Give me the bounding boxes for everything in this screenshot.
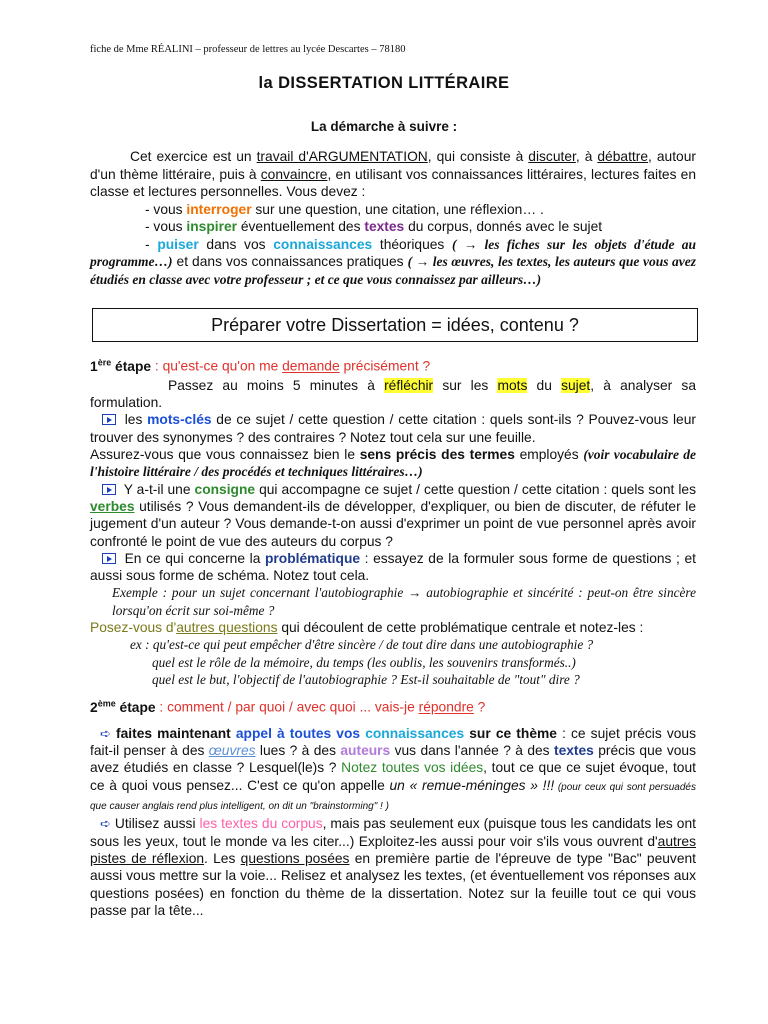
intro-paragraph <box>90 148 696 201</box>
text-run: précis que vous avez étudiés en classe ? Lesquel(le)s ? <box>90 743 696 776</box>
step-1-example-question-2: quel est le rôle de la mémoire, du temps (les oublis, les souvenirs transformés..) <box>152 654 576 670</box>
text-run: mots <box>497 377 528 393</box>
step-2-label <box>90 700 156 715</box>
text-run: sur ce thème <box>464 725 557 741</box>
text-run: textes <box>364 219 405 234</box>
page-subtitle: La démarche à suivre : <box>310 119 458 134</box>
page-title: la DISSERTATION LITTÉRAIRE <box>258 74 510 92</box>
hand-pointer-icon: ➪ <box>100 816 111 832</box>
text-run: - vous <box>145 219 187 234</box>
text-run: convaincre <box>260 166 328 182</box>
text-run: problématique <box>264 550 361 566</box>
step-1-example-question-3: quel est le but, l'objectif de l'autobiographie ? Est-il souhaitable de "tout" dire ? <box>152 671 580 687</box>
text-run: demande <box>282 358 340 374</box>
text-run: employés <box>514 447 584 463</box>
step-2-heading <box>90 695 696 716</box>
text-run: Passez au moins 5 minutes à <box>168 377 385 393</box>
text-run: , à analyser sa formulation. <box>90 377 696 411</box>
text-run: un « remue-méninges » !!! <box>389 777 555 793</box>
text-run: ( → les fiches sur les objets d'étude au programme…) <box>90 236 696 269</box>
text-run: puiser <box>157 236 199 252</box>
text-run: - <box>145 236 158 252</box>
step-2-section <box>90 695 696 919</box>
text-run: les <box>120 412 148 428</box>
step-2-knowledge <box>90 725 696 815</box>
step-1-terms <box>90 446 696 481</box>
arrow-box-icon <box>102 414 116 425</box>
text-run: Utilisez aussi <box>110 816 200 832</box>
text-run: de ce sujet / cette question / cette citation : quels sont-ils ? Pouvez-vous leur trouver des synonymes ? des contraires ? Notez tout cela sur une feuille. <box>90 412 696 445</box>
text-run: , qui consiste à <box>427 149 529 164</box>
text-run: inspirer <box>186 219 238 234</box>
text-run: : essayez de la formuler sous forme de questions ; et aussi sous forme de schéma. Notez tout cela. <box>90 550 696 584</box>
text-run: et dans vos connaissances pratiques <box>172 254 408 269</box>
text-run: étape <box>115 699 156 715</box>
step-1-example-question-1: ex : qu'est-ce qui peut empêcher d'être sincère / de tout dire dans une autobiographie ? <box>130 637 594 653</box>
text-run: débattre <box>597 149 649 164</box>
step-1-keywords <box>90 411 696 446</box>
text-run: sur les <box>433 377 498 393</box>
step-1-section <box>90 354 696 688</box>
text-run: autres pistes de réflexion <box>90 833 696 866</box>
text-run: textes <box>553 743 594 759</box>
intro-bullet-1 <box>90 201 696 219</box>
text-run: autres questions <box>176 620 278 636</box>
text-run: Y a-t-il une <box>120 481 195 497</box>
text-run: , tout ce que ce sujet évoque, tout ce à quoi vous pensez... C'est ce qu'on appelle <box>90 760 696 793</box>
text-run: (voir vocabulaire de l'histoire littéraire / des procédés et techniques littéraires…) <box>90 447 696 480</box>
arrow-box-icon <box>102 553 116 564</box>
step-2-corpus <box>90 815 696 919</box>
section-heading-box: Préparer votre Dissertation = idées, contenu ? <box>92 308 698 342</box>
text-run: ème <box>97 698 116 708</box>
text-run: En ce qui concerne la <box>120 550 265 566</box>
text-run: verbes <box>90 498 135 514</box>
text-run: 1 <box>90 358 98 374</box>
text-run: éventuellement des <box>237 219 365 234</box>
text-run: travail d'ARGUMENTATION <box>256 149 428 164</box>
text-run: en première partie de l'épreuve de type "Bac" peuvent aussi vous mettre sur la voie... Relisez et analysez les textes, (et éventuellement vos réponses aux questions posées) en fonction du thème de la dissertation. Notez sur la feuille tout ce qui vous passe par la tête... <box>90 850 697 918</box>
text-run: Posez-vous d' <box>90 620 177 636</box>
text-run: œuvres <box>208 743 256 759</box>
text-run: , en utilisant vos connaissances littéraires, lectures faites en classe et lectures personnelles. Vous devez : <box>90 166 696 199</box>
text-run: : ce sujet précis vous fait-il penser à des <box>90 725 696 759</box>
text-run: ? <box>473 699 486 715</box>
text-run: étape <box>111 358 152 374</box>
text-run: Notez toutes vos idées <box>341 760 484 776</box>
text-run: les textes du corpus <box>199 816 323 832</box>
text-run: vus dans l'année ? à des <box>390 743 554 759</box>
text-run: discuter <box>528 149 576 164</box>
text-run: . Les <box>204 850 241 866</box>
step-1-line-1 <box>90 377 696 412</box>
text-run: sur une question, une citation, une réflexion… . <box>251 201 544 217</box>
text-run: répondre <box>418 699 474 715</box>
text-run: sujet <box>561 377 591 393</box>
step-1-consigne <box>90 481 696 550</box>
text-run: connaissances <box>365 725 465 741</box>
text-run: qui accompagne ce sujet / cette question / cette citation : quels sont les <box>255 481 696 497</box>
text-run: : comment / par quoi / avec quoi ... vais-je <box>155 699 419 715</box>
text-run: Assurez-vous que vous connaissez bien le <box>90 447 360 463</box>
step-1-problematique <box>90 550 696 585</box>
text-run: ( → les œuvres, les textes, les auteurs que vous avez étudiés en classe avec votre professeur ; et ce que vous connaissez par ailleurs…) <box>90 254 697 287</box>
text-run: appel à toutes vos <box>235 725 366 741</box>
text-run: mots-clés <box>147 412 212 428</box>
step-1-other-questions <box>90 619 696 636</box>
text-run: , à <box>575 149 598 164</box>
intro-section <box>90 148 696 288</box>
hand-pointer-icon: ➪ <box>100 725 111 741</box>
text-run: 2 <box>90 699 98 715</box>
text-run: - vous <box>145 201 187 217</box>
text-run: réfléchir <box>384 377 434 393</box>
text-run: qui découlent de cette problématique centrale et notez-les : <box>277 620 644 636</box>
text-run: lues ? à des <box>255 743 341 759</box>
text-run: Cet exercice est un <box>130 149 257 164</box>
text-run: , autour d'un thème littéraire, puis à <box>90 149 696 182</box>
text-run: , mais pas seulement eux (puisque tous les candidats les ont sous les yeux, tout le monde va les citer...) Exploitez-les aussi pour voir s'ils vous ouvrent d' <box>90 816 696 849</box>
step-1-heading <box>90 354 696 375</box>
text-run: interroger <box>186 201 252 217</box>
text-run: théoriques <box>372 236 453 252</box>
page-header: fiche de Mme RÉALINI – professeur de lettres au lycée Descartes – 78180 <box>90 44 406 55</box>
text-run: du <box>527 377 562 393</box>
text-run: utilisés ? Vous demandent-ils de développer, d'expliquer, ou bien de discuter, de réfuter le jugement d'un auteur ? Vous demande-t-on aussi d'exprimer un point de vue personnel après avoir confronté le point de vue des auteurs du corpus ? <box>90 498 696 549</box>
text-run: sens précis des termes <box>359 447 515 463</box>
step-1-example: Exemple : pour un sujet concernant l'autobiographie → autobiographie et sincérité : peut-on être sincère lorsqu'on écrit sur soi-même ? <box>112 585 696 618</box>
text-run: du corpus, donnés avec le sujet <box>404 219 603 234</box>
text-run: ère <box>97 357 112 367</box>
text-run: consigne <box>194 481 256 497</box>
step-1-label <box>90 359 151 374</box>
arrow-box-icon <box>102 484 116 495</box>
intro-bullet-3 <box>90 236 696 289</box>
text-run: précisément ? <box>339 358 431 374</box>
text-run: (pour ceux qui sont persuadés que causer anglais rend plus intelligent, on dit un "brainstorming" ! ) <box>90 781 696 813</box>
text-run: connaissances <box>273 236 373 252</box>
text-run: questions posées <box>240 850 350 866</box>
text-run: faites maintenant <box>110 725 236 741</box>
text-run: auteurs <box>340 743 391 759</box>
text-run: : qu'est-ce qu'on me <box>151 358 283 374</box>
text-run: dans vos <box>198 236 274 252</box>
intro-bullet-2 <box>90 218 696 236</box>
